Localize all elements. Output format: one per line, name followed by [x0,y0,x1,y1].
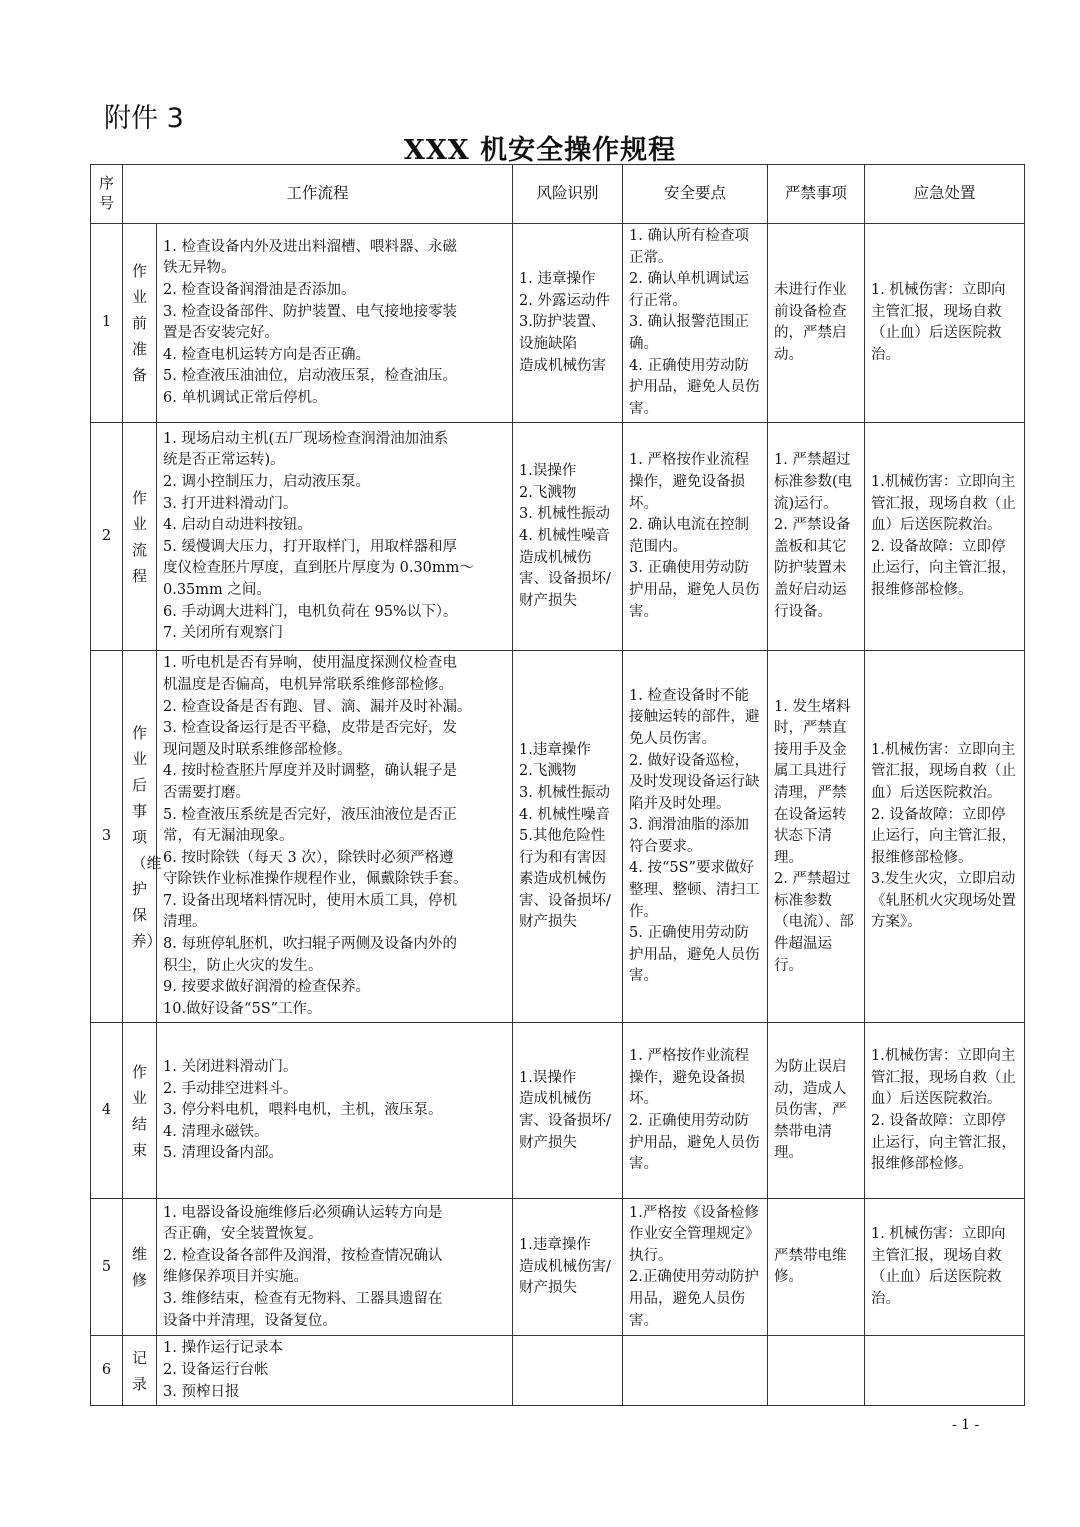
attachment-label: 附件 3 [104,103,184,134]
risk-cell-line: 1.误操作 [519,463,577,480]
workflow-cell-line: 9. 按要求做好润滑的检查保养。 [163,979,370,996]
safety-cell-line: 2. 确认单机调试运行正常。 [629,271,749,309]
safety-cell-line: 4. 按“5S”要求做好整理、整顿、清扫工作。 [629,860,760,920]
stage-label [123,1023,157,1199]
risk-cell [513,1023,623,1199]
emergency-cell [865,1336,1025,1406]
workflow-cell-line: 7. 设备出现堵料情况时，使用木质工具，停机 [163,892,457,909]
stage-text: 作业前准备 [131,262,147,385]
prohibited-cell [768,1023,865,1199]
prohibited-cell-line: 1. 发生堵料时，严禁直接用手及金属工具进行清理，严禁在设备运转状态下清理。 [774,698,851,866]
workflow-cell-line: 2. 调小控制压力，启动液压泵。 [163,474,370,491]
header-risk: 风险识别 [513,165,623,224]
emergency-cell-line: 2. 设备故障：立即停止运行，向主管汇报，报维修部检修。 [871,806,1017,866]
safety-cell-line: 2. 正确使用劳动防护用品，避免人员伤害。 [629,1112,760,1173]
header-safety: 安全要点 [623,165,768,224]
workflow-cell-line: 3. 检查设备运行是否平稳，皮带是否完好，发 [163,720,457,737]
risk-cell-line: 1.违章操作 [519,741,591,758]
header-seq: 序号 [91,165,123,224]
safety-cell-line: 3. 确认报警范围正确。 [629,314,749,352]
workflow-cell-line: 1. 听电机是否有异响，使用温度探测仪检查电 [163,655,457,672]
workflow-cell [157,1199,513,1336]
prohibited-cell-line: 为防止误启动，造成人员伤害，严禁带电清理。 [774,1058,847,1162]
risk-cell-line: 1.误操作 [519,1069,577,1086]
emergency-cell [865,651,1025,1023]
safety-cell-line: 3. 正确使用劳动防护用品，避免人员伤害。 [629,560,760,620]
workflow-cell-line: 否正确，安全装置恢复。 [163,1226,323,1243]
stage-text: 记录 [131,1348,147,1393]
header-emergency: 应急处置 [865,165,1025,224]
emergency-cell [865,1199,1025,1336]
risk-cell-line: 5.其他危险性行为和有害因素造成机械伤害、设备损坏/财产损失 [519,828,611,931]
risk-cell-line: 造成机械伤害、设备损坏/财产损失 [519,1091,611,1151]
workflow-cell-line: 4. 启动自动进料按钮。 [163,517,312,534]
safety-cell-line: 1. 检查设备时不能接触运转的部件，避免人员伤害。 [629,687,760,747]
risk-cell-line: 2.飞溅物 [519,484,577,501]
risk-cell [513,1199,623,1336]
workflow-cell [157,423,513,651]
stage-label [123,224,157,423]
safety-cell-line: 1. 严格按作业流程操作，避免设备损坏。 [629,1048,749,1108]
workflow-cell-line: 5. 清理设备内部。 [163,1145,283,1162]
emergency-cell [865,224,1025,423]
workflow-cell [157,651,513,1023]
risk-cell-line: 1. 违章操作 [519,271,596,288]
risk-cell-line: 1.违章操作 [519,1237,591,1254]
safety-cell-line: 1.严格按《设备检修作业安全管理规定》执行。 [629,1204,760,1264]
workflow-cell-line: 3. 打开进料滑动门。 [163,495,298,512]
risk-cell-line: 造成机械伤害/财产损失 [519,1258,611,1297]
workflow-cell-line: 3. 检查设备部件、防护装置、电气接地接零装 [163,303,457,320]
workflow-cell-line: 设备中并清理，设备复位。 [163,1312,337,1329]
workflow-cell-line: 4. 按时检查胚片厚度并及时调整，确认辊子是 [163,763,457,780]
workflow-cell [157,224,513,423]
workflow-cell-line: 4. 清理永磁铁。 [163,1123,269,1140]
workflow-cell-line: 6. 手动调大进料门，电机负荷在 95%以下）。 [163,603,458,620]
stage-text: 作业流程 [131,488,147,585]
stage-label [123,423,157,651]
risk-cell [513,423,623,651]
emergency-cell-line: 1.机械伤害：立即向主管汇报，现场自救（止血）后送医院救治。 [871,1048,1017,1108]
table-row [91,1199,1025,1336]
workflow-cell-line: 1. 关闭进料滑动门。 [163,1058,298,1075]
workflow-cell-line: 1. 操作运行记录本 [163,1340,283,1357]
prohibited-cell [768,224,865,423]
risk-cell [513,651,623,1023]
table-row [91,1336,1025,1406]
stage-label [123,1199,157,1336]
workflow-cell-line: 3. 维修结束，检查有无物料、工器具遗留在 [163,1291,443,1308]
workflow-cell-line: 4. 检查电机运转方向是否正确。 [163,346,370,363]
emergency-cell [865,423,1025,651]
header-prohibited: 严禁事项 [768,165,865,224]
workflow-cell-line: 6. 按时除铁（每天 3 次），除铁时必须严格遵 [163,849,454,866]
row-number: 2 [91,423,123,651]
risk-cell-line: 3. 机械性振动 [519,506,610,523]
prohibited-cell [768,1199,865,1336]
prohibited-cell-line: 未进行作业前设备检查的，严禁启动。 [774,281,847,363]
workflow-cell [157,1023,513,1199]
header-row [91,165,1025,224]
workflow-cell-line: 机温度是否偏高，电机异常联系维修部检修。 [163,676,453,693]
table-row [91,423,1025,651]
emergency-cell-line: 2. 设备故障：立即停止运行，向主管汇报，报维修部检修。 [871,1112,1017,1173]
emergency-cell-line: 1. 机械伤害：立即向主管汇报，现场自救（止血）后送医院救治。 [871,1226,1006,1308]
risk-cell-line: 2.飞溅物 [519,763,577,780]
workflow-cell-line: 铁无异物。 [163,260,236,277]
stage-text: 作业结束 [131,1062,147,1159]
workflow-cell-line: 3. 停分料电机，喂料电机，主机，液压泵。 [163,1102,443,1119]
row-number: 5 [91,1199,123,1336]
risk-cell [513,224,623,423]
workflow-cell-line: 清理。 [163,914,207,931]
safety-cell-line: 4. 正确使用劳动防护用品，避免人员伤害。 [629,357,760,417]
workflow-cell-line: 现问题及时联系维修部检修。 [163,741,352,758]
prohibited-cell [768,1336,865,1406]
risk-cell-line: 4. 机械性噪音 [519,806,610,823]
row-number: 6 [91,1336,123,1406]
workflow-cell-line: 2. 手动排空进料斗。 [163,1080,298,1097]
table-row [91,651,1025,1023]
emergency-cell-line: 1. 机械伤害：立即向主管汇报，现场自救（止血）后送医院救治。 [871,281,1006,363]
emergency-cell-line: 3.发生火灾，立即启动《轧胚机火灾现场处置方案》。 [871,871,1017,931]
safety-cell-line: 5. 正确使用劳动防护用品，避免人员伤害。 [629,925,760,985]
table-row [91,1023,1025,1199]
workflow-cell-line: 0.35mm 之间。 [163,582,271,599]
workflow-cell-line: 8. 每班停轧胚机，吹扫辊子两侧及设备内外的 [163,936,457,953]
safety-cell [623,1336,768,1406]
workflow-cell-line: 守除铁作业标准操作规程作业，佩戴除铁手套。 [163,871,468,888]
safety-cell-line: 2. 确认电流在控制范围内。 [629,517,749,555]
row-number: 3 [91,651,123,1023]
emergency-cell-line: 2. 设备故障：立即停止运行，向主管汇报，报维修部检修。 [871,538,1017,599]
workflow-cell-line: 2. 检查设备各部件及润滑，按检查情况确认 [163,1247,443,1264]
header-workflow: 工作流程 [123,165,513,224]
page-number: - 1 - [952,1417,980,1433]
stage-text: 作业后事项（维护保养） [131,723,162,950]
prohibited-cell-line: 严禁带电维修。 [774,1247,847,1286]
workflow-cell-line: 常，有无漏油现象。 [163,828,294,845]
stage-label [123,1336,157,1406]
workflow-cell-line: 1. 现场启动主机(五厂现场检查润滑油加油系 [163,430,449,447]
risk-cell-line: 3. 机械性振动 [519,784,610,801]
workflow-cell-line: 5. 检查液压油油位，启动液压泵，检查油压。 [163,368,457,385]
prohibited-cell-line: 2. 严禁超过标准参数（电流）、部件超温运行。 [774,871,854,974]
workflow-cell-line: 统是否正常运转)。 [163,452,285,469]
risk-cell-line: 造成机械伤害 [519,357,607,374]
safety-cell-line: 3. 润滑油脂的添加符合要求。 [629,817,749,855]
safety-cell [623,423,768,651]
stage-text: 维修 [131,1245,147,1290]
safety-cell [623,651,768,1023]
workflow-cell-line: 7. 关闭所有观察门 [163,625,283,642]
row-number: 1 [91,224,123,423]
workflow-cell-line: 置是否安装完好。 [163,325,279,342]
workflow-cell-line: 2. 检查设备是否有跑、冒、滴、漏并及时补漏。 [163,698,472,715]
emergency-cell [865,1023,1025,1199]
risk-cell-line: 2. 外露运动件 [519,292,610,309]
safety-cell-line: 2. 做好设备巡检，及时发现设备运行缺陷并及时处理。 [629,752,760,812]
workflow-cell-line: 5. 缓慢调大压力，打开取样门，用取样器和厚 [163,538,457,555]
emergency-cell-line: 1.机械伤害：立即向主管汇报，现场自救（止血）后送医院救治。 [871,741,1017,801]
workflow-cell-line: 10.做好设备“5S”工作。 [163,1000,322,1017]
risk-cell [513,1336,623,1406]
safety-cell-line: 1. 严格按作业流程操作，避免设备损坏。 [629,452,749,512]
risk-cell-line: 造成机械伤害、设备损坏/财产损失 [519,549,611,609]
workflow-cell-line: 1. 检查设备内外及进出料溜槽、喂料器、永磁 [163,238,457,255]
safety-cell-line: 2.正确使用劳动防护用品，避免人员伤害。 [629,1269,759,1329]
emergency-cell-line: 1.机械伤害：立即向主管汇报，现场自救（止血）后送医院救治。 [871,474,1017,534]
workflow-cell-line: 度仪检查胚片厚度，直到胚片厚度为 0.30mm～ [163,560,474,577]
table-row [91,224,1025,423]
workflow-cell-line: 5. 检查液压系统是否完好，液压油液位是否正 [163,806,457,823]
workflow-cell-line: 维修保养项目并实施。 [163,1269,308,1286]
safety-cell [623,224,768,423]
workflow-cell-line: 6. 单机调试正常后停机。 [163,389,327,406]
workflow-cell-line: 否需要打磨。 [163,784,250,801]
prohibited-cell-line: 2. 严禁设备盖板和其它防护装置未盖好启动运行设备。 [774,517,851,620]
prohibited-cell-line: 1. 严禁超过标准参数(电流)运行。 [774,452,853,512]
stage-label [123,651,162,1023]
safety-cell-line: 1. 确认所有检查项正常。 [629,228,749,266]
risk-cell-line: 3.防护装置、设施缺陷 [519,314,606,352]
row-number: 4 [91,1023,123,1199]
workflow-cell-line: 3. 预榨日报 [163,1383,240,1400]
procedure-table [90,164,1025,1406]
document-title: XXX 机安全操作规程 [403,135,677,166]
workflow-cell [157,1336,513,1406]
safety-cell [623,1199,768,1336]
workflow-cell-line: 2. 设备运行台帐 [163,1362,269,1379]
workflow-cell-line: 1. 电器设备设施维修后必须确认运转方向是 [163,1204,443,1221]
prohibited-cell [768,423,865,651]
safety-cell [623,1023,768,1199]
risk-cell-line: 4. 机械性噪音 [519,528,610,545]
workflow-cell-line: 积尘，防止火灾的发生。 [163,957,323,974]
workflow-cell-line: 2. 检查设备润滑油是否添加。 [163,281,356,298]
prohibited-cell [768,651,865,1023]
